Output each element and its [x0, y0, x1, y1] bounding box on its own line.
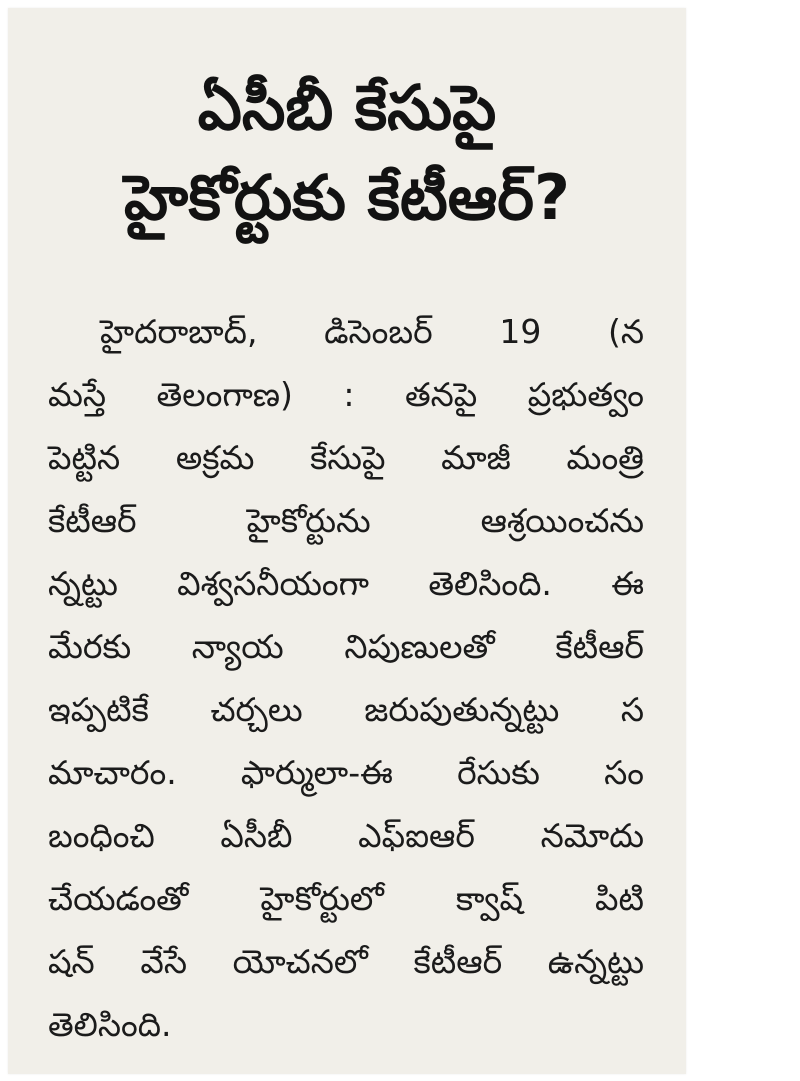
body-line: న్నట్టు విశ్వసనీయంగా తెలిసింది. ఈ [48, 564, 644, 603]
headline-line-1: ఏసీబీ కేసుపై [197, 71, 497, 144]
body-line: మస్తే తెలంగాణ) : తనపై ప్రభుత్వం [48, 375, 644, 414]
body-line: పెట్టిన అక్రమ కేసుపై మాజీ మంత్రి [48, 438, 644, 477]
headline-line-2: హైకోర్టుకు కేటీఆర్? [124, 161, 570, 234]
body-line: చేయడంతో హైకోర్టులో క్వాష్ పిటి [48, 879, 644, 918]
body-line: తెలిసింది. [48, 1005, 172, 1044]
headline [8, 63, 686, 243]
body-line: షన్ వేసే యోచనలో కేటీఆర్ ఉన్నట్టు [48, 942, 644, 981]
body-line: మాచారం. ఫార్ములా-ఈ రేసుకు సం [48, 753, 644, 792]
body-line: మేరకు న్యాయ నిపుణులతో కేటీఆర్ [48, 627, 644, 666]
body-line: హైదరాబాద్, డిసెంబర్ 19 (న [100, 312, 644, 351]
body-line: ఇప్పటికే చర్చలు జరుపుతున్నట్టు స [48, 690, 644, 729]
body-line: బంధించి ఏసీబీ ఎఫ్ఐఆర్ నమోదు [48, 816, 644, 855]
body-line: కేటీఆర్ హైకోర్టును ఆశ్రయించను [48, 501, 644, 540]
article-body [48, 300, 644, 1056]
news-clipping [8, 8, 686, 1074]
